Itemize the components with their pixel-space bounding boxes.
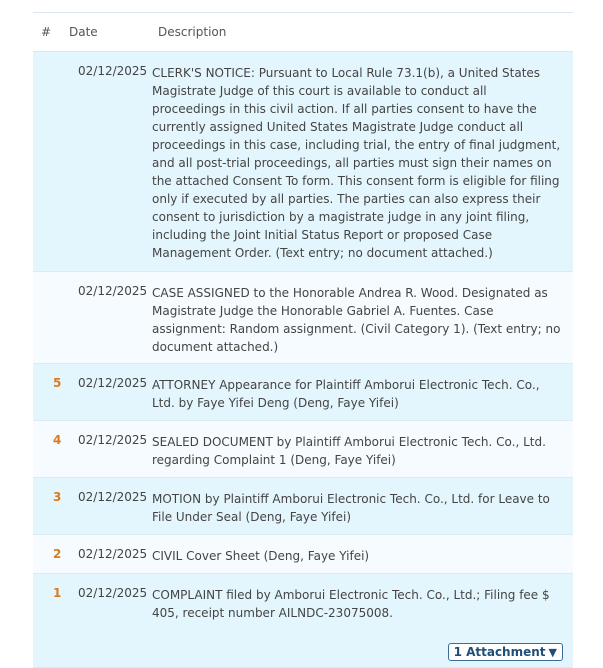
entry-description: CASE ASSIGNED to the Honorable Andrea R. Wood. Designated as Magistrate Judge the Honorable Gabriel A. Fuentes. Case assignment: Random assignment. (Civil Category 1). (Text entry; no document attached.) — [152, 286, 561, 354]
table-row — [33, 535, 573, 574]
entry-number[interactable]: 4 — [53, 433, 62, 447]
table-row — [33, 364, 573, 421]
table-row — [33, 478, 573, 535]
attachment-label: 1 Attachment — [453, 645, 546, 659]
entry-number[interactable]: 2 — [53, 547, 62, 561]
entry-number[interactable]: 5 — [53, 376, 62, 390]
entry-date: 02/12/2025 — [78, 490, 148, 504]
header-date: Date — [69, 25, 98, 39]
entry-date: 02/12/2025 — [78, 284, 148, 298]
header-number: # — [41, 25, 52, 39]
header-description: Description — [158, 25, 227, 39]
entry-date: 02/12/2025 — [78, 64, 148, 78]
entry-date: 02/12/2025 — [78, 433, 148, 447]
entry-description: CLERK'S NOTICE: Pursuant to Local Rule 73.1(b), a United States Magistrate Judge of this court is available to conduct all proceedings in this civil action. If all parties consent to have the currently assigned United States Magistrate Judge conduct all proceedings in this case, including trial, the entry of final judgment, and all post-trial proceedings, all parties must sign their names on the attached Consent To form. This consent form is eligible for filing only if executed by all parties. The parties can also express their consent to jurisdiction by a magistrate judge in any joint filing, including the Joint Initial Status Report or proposed Case Management Order. (Text entry; no document attached.) — [152, 66, 561, 260]
entry-description: SEALED DOCUMENT by Plaintiff Amborui Electronic Tech. Co., Ltd. regarding Complaint 1 (Deng, Faye Yifei) — [152, 435, 546, 467]
chevron-down-icon: ▼ — [548, 646, 557, 659]
entry-date: 02/12/2025 — [78, 376, 148, 390]
entry-number[interactable]: 3 — [53, 490, 62, 504]
entry-description: MOTION by Plaintiff Amborui Electronic Tech. Co., Ltd. for Leave to File Under Seal (Deng, Faye Yifei) — [152, 492, 550, 524]
attachment-dropdown-button[interactable] — [448, 643, 563, 661]
entry-date: 02/12/2025 — [78, 586, 148, 600]
table-row — [33, 272, 573, 364]
entry-date: 02/12/2025 — [78, 547, 148, 561]
table-row — [33, 52, 573, 272]
entry-description: COMPLAINT filed by Amborui Electronic Tech. Co., Ltd.; Filing fee $ 405, receipt number AILNDC-23075008. — [152, 588, 550, 620]
entry-description: ATTORNEY Appearance for Plaintiff Amborui Electronic Tech. Co., Ltd. by Faye Yifei Deng (Deng, Faye Yifei) — [152, 378, 540, 410]
entry-number[interactable]: 1 — [53, 586, 62, 600]
table-row — [33, 421, 573, 478]
table-row — [33, 574, 573, 668]
entry-description: CIVIL Cover Sheet (Deng, Faye Yifei) — [152, 549, 370, 563]
docket-table — [33, 12, 573, 667]
table-header — [33, 13, 573, 52]
